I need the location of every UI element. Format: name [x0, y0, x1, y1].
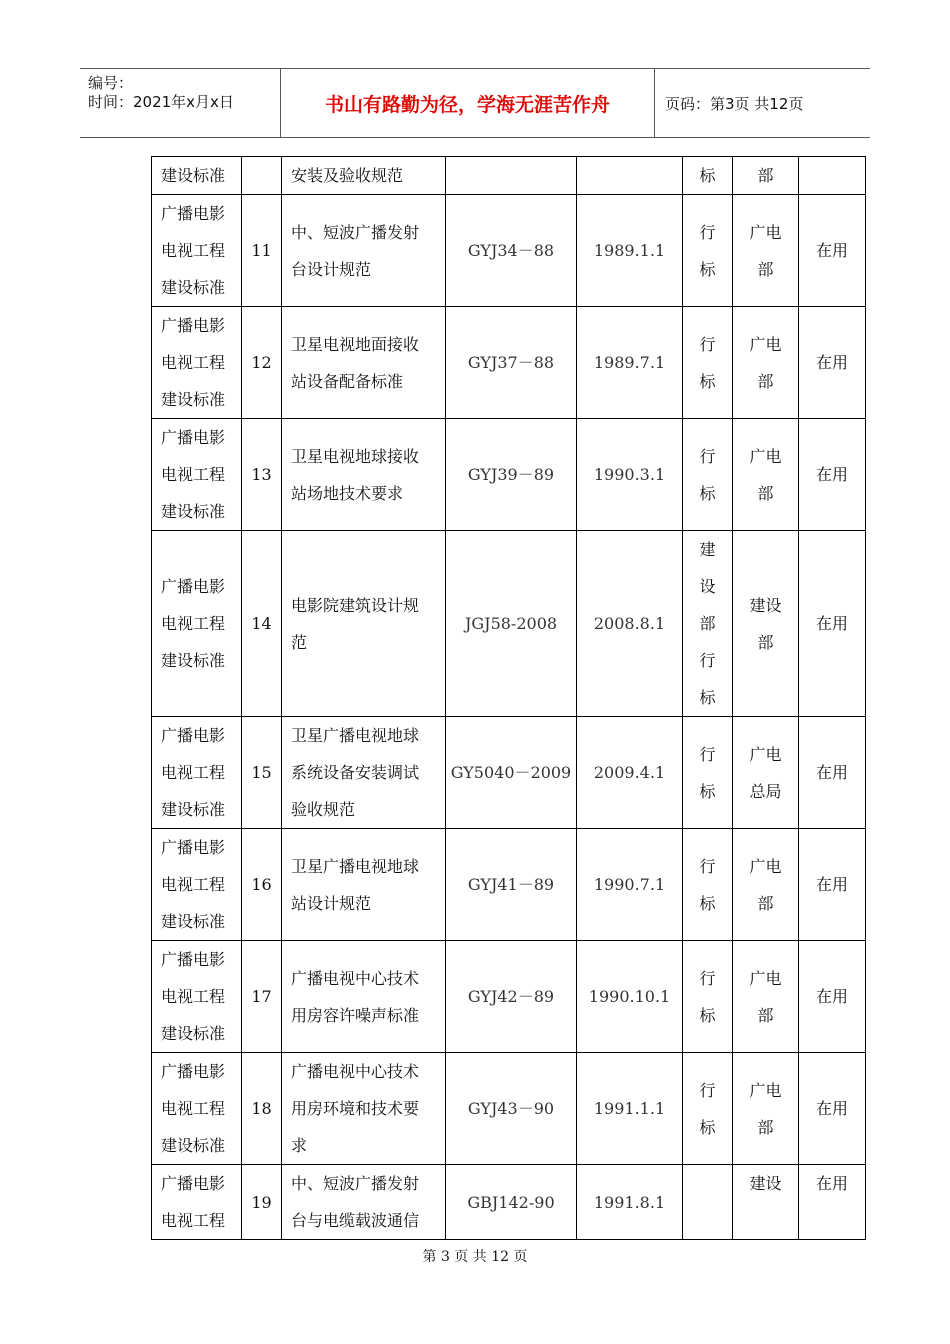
number-cell: 15 — [242, 717, 282, 829]
name-cell — [282, 941, 446, 1053]
category-text: 广播电影电视工程 — [161, 1174, 226, 1230]
header-motto: 书山有路勤为径，学海无涯苦作舟 — [281, 69, 655, 137]
page-header — [80, 68, 870, 138]
code-cell: GYJ37－88 — [446, 307, 577, 419]
category-cell — [152, 941, 242, 1053]
number-cell: 19 — [242, 1165, 282, 1240]
name-cell — [282, 717, 446, 829]
header-page-info: 页码：第3页 共12页 — [665, 94, 804, 113]
type-cell — [683, 419, 733, 531]
dept-text: 建设部 — [749, 595, 782, 652]
status-cell: 在用 — [799, 531, 866, 717]
dept-text: 广电总局 — [749, 744, 782, 801]
number-cell: 16 — [242, 829, 282, 941]
number-cell: 14 — [242, 531, 282, 717]
type-cell — [683, 1053, 733, 1165]
category-cell — [152, 307, 242, 419]
dept-cell — [733, 829, 799, 941]
name-text: 卫星电视地面接收站设备配备标准 — [291, 334, 420, 391]
dept-cell — [733, 941, 799, 1053]
name-cell — [282, 1165, 446, 1240]
name-cell: 安装及验收规范 — [282, 157, 446, 195]
dept-cell — [733, 195, 799, 307]
dept-text: 建设 — [749, 1174, 782, 1193]
header-meta — [80, 69, 281, 137]
type-text: 标 — [699, 166, 716, 185]
status-cell: 在用 — [799, 941, 866, 1053]
type-cell — [683, 941, 733, 1053]
number-cell: 13 — [242, 419, 282, 531]
type-text: 行标 — [699, 1080, 716, 1137]
code-cell: GYJ39－89 — [446, 419, 577, 531]
code-cell: GYJ43－90 — [446, 1053, 577, 1165]
code-cell: JGJ58-2008 — [446, 531, 577, 717]
name-cell — [282, 195, 446, 307]
code-cell: GYJ42－89 — [446, 941, 577, 1053]
name-text: 电影院建筑设计规范 — [291, 595, 420, 652]
name-text: 广播电视中心技术用房容许噪声标准 — [291, 968, 420, 1025]
status-cell: 在用 — [799, 419, 866, 531]
category-cell: 建设标准 — [152, 157, 242, 195]
category-text: 广播电影电视工程建设标准 — [161, 838, 226, 931]
category-text: 广播电影电视工程建设标准 — [161, 1062, 226, 1155]
category-text: 广播电影电视工程建设标准 — [161, 726, 226, 819]
number-cell: 11 — [242, 195, 282, 307]
type-text: 行标 — [699, 856, 716, 913]
code-cell — [446, 157, 577, 195]
table-row — [152, 829, 866, 941]
type-text: 建设部行标 — [699, 540, 716, 707]
table-row — [152, 531, 866, 717]
dept-text: 广电部 — [749, 968, 782, 1025]
date-cell: 2009.4.1 — [577, 717, 683, 829]
category-cell — [152, 1165, 242, 1240]
type-cell — [683, 307, 733, 419]
dept-text: 广电部 — [749, 856, 782, 913]
date-cell: 1989.7.1 — [577, 307, 683, 419]
code-cell: GYJ41－89 — [446, 829, 577, 941]
type-cell — [683, 157, 733, 195]
code-cell: GY5040－2009 — [446, 717, 577, 829]
category-cell — [152, 419, 242, 531]
status-cell: 在用 — [799, 1165, 866, 1240]
name-text: 广播电视中心技术用房环境和技术要求 — [291, 1062, 420, 1155]
dept-text: 广电部 — [749, 334, 782, 391]
category-text: 广播电影电视工程建设标准 — [161, 204, 226, 297]
category-cell — [152, 195, 242, 307]
name-cell — [282, 307, 446, 419]
category-text: 广播电影电视工程建设标准 — [161, 316, 226, 409]
page-footer: 第 3 页 共 12 页 — [422, 1249, 528, 1265]
status-cell — [799, 157, 866, 195]
category-text: 广播电影电视工程建设标准 — [161, 428, 226, 521]
category-cell — [152, 1053, 242, 1165]
dept-text: 广电部 — [749, 446, 782, 503]
name-text: 卫星广播电视地球系统设备安装调试验收规范 — [291, 726, 420, 819]
table-row — [152, 157, 866, 195]
name-cell — [282, 1053, 446, 1165]
category-cell — [152, 829, 242, 941]
name-text: 中、短波广播发射台设计规范 — [291, 222, 420, 279]
doc-time-label: 时间：2021年x月x日 — [88, 93, 234, 111]
name-text: 卫星电视地球接收站场地技术要求 — [291, 446, 420, 503]
type-text: 行标 — [699, 334, 716, 391]
table-row — [152, 419, 866, 531]
date-cell: 2008.8.1 — [577, 531, 683, 717]
type-text: 行标 — [699, 446, 716, 503]
name-cell — [282, 531, 446, 717]
code-cell: GYJ34－88 — [446, 195, 577, 307]
status-cell: 在用 — [799, 1053, 866, 1165]
number-cell: 18 — [242, 1053, 282, 1165]
date-cell: 1989.1.1 — [577, 195, 683, 307]
category-text: 广播电影电视工程建设标准 — [161, 950, 226, 1043]
type-cell — [683, 829, 733, 941]
table-row — [152, 941, 866, 1053]
category-cell — [152, 531, 242, 717]
standards-table — [151, 156, 866, 1240]
category-cell — [152, 717, 242, 829]
number-cell: 12 — [242, 307, 282, 419]
name-text: 卫星广播电视地球站设计规范 — [291, 856, 420, 913]
category-text: 广播电影电视工程建设标准 — [161, 577, 226, 670]
date-cell: 1991.1.1 — [577, 1053, 683, 1165]
date-cell: 1990.7.1 — [577, 829, 683, 941]
type-cell — [683, 1165, 733, 1240]
table-row — [152, 1165, 866, 1240]
dept-text: 广电部 — [749, 1080, 782, 1137]
type-cell — [683, 195, 733, 307]
dept-text: 广电部 — [749, 222, 782, 279]
table-row — [152, 717, 866, 829]
status-cell: 在用 — [799, 717, 866, 829]
date-cell: 1991.8.1 — [577, 1165, 683, 1240]
date-cell: 1990.10.1 — [577, 941, 683, 1053]
dept-cell — [733, 717, 799, 829]
name-text: 中、短波广播发射台与电缆载波通信 — [291, 1174, 420, 1230]
dept-cell — [733, 419, 799, 531]
dept-cell — [733, 307, 799, 419]
number-cell — [242, 157, 282, 195]
dept-cell — [733, 1053, 799, 1165]
dept-text: 部 — [757, 166, 774, 185]
table-row — [152, 307, 866, 419]
date-cell — [577, 157, 683, 195]
status-cell: 在用 — [799, 195, 866, 307]
name-cell — [282, 829, 446, 941]
doc-number-label: 编号： — [88, 74, 134, 92]
status-cell: 在用 — [799, 307, 866, 419]
date-cell: 1990.3.1 — [577, 419, 683, 531]
type-cell — [683, 531, 733, 717]
table-row — [152, 195, 866, 307]
dept-cell — [733, 531, 799, 717]
type-text: 行标 — [699, 968, 716, 1025]
status-cell: 在用 — [799, 829, 866, 941]
code-cell: GBJ142-90 — [446, 1165, 577, 1240]
type-cell — [683, 717, 733, 829]
table-row — [152, 1053, 866, 1165]
type-text: 行标 — [699, 744, 716, 801]
type-text: 行标 — [699, 222, 716, 279]
number-cell: 17 — [242, 941, 282, 1053]
dept-cell — [733, 157, 799, 195]
dept-cell — [733, 1165, 799, 1240]
name-cell — [282, 419, 446, 531]
